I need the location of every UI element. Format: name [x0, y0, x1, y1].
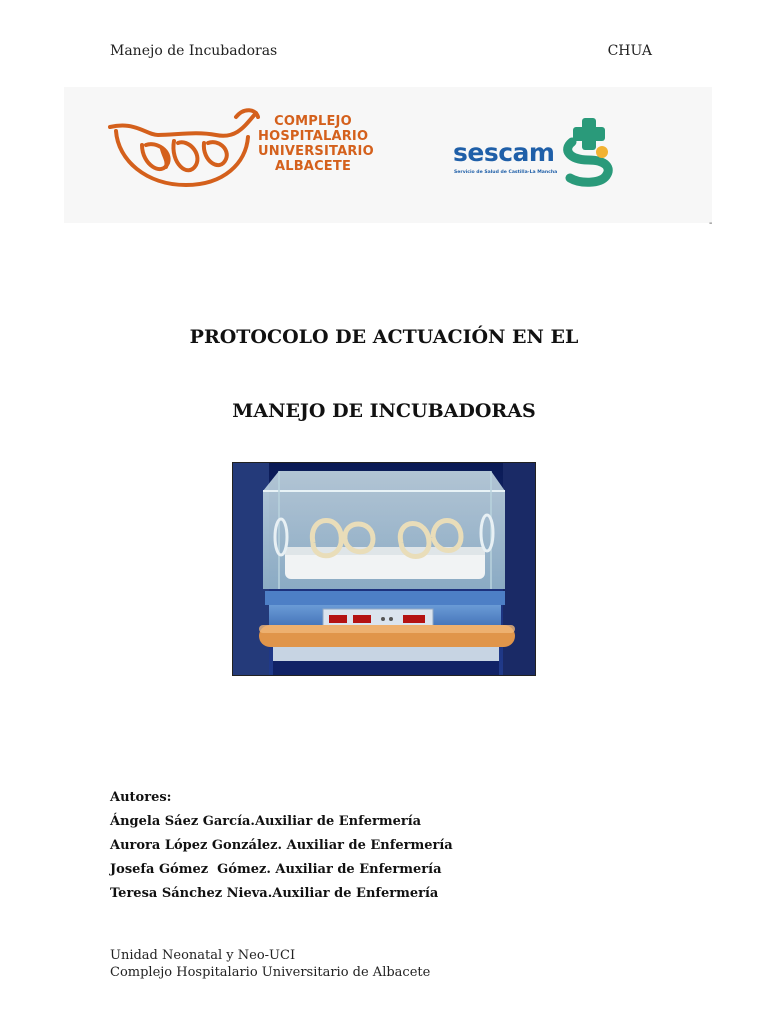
document-title-line-1: PROTOCOLO DE ACTUACIÓN EN EL: [189, 326, 579, 348]
chua-logo-text: [258, 114, 374, 174]
authors-heading: Autores:: [110, 790, 172, 805]
footer-hospital: Complejo Hospitalario Universitario de Albacete: [110, 965, 431, 980]
author-entry: Ángela Sáez García.Auxiliar de Enfermería: [110, 814, 422, 829]
footer-unit: Unidad Neonatal y Neo-UCI: [110, 948, 296, 963]
authors-section: [110, 786, 453, 906]
author-entry: Josefa Gómez Gómez. Auxiliar de Enfermería: [110, 862, 442, 877]
sescam-cross-s-icon: [562, 116, 618, 188]
author-entry: Aurora López González. Auxiliar de Enfermería: [110, 838, 453, 853]
sescam-logo-subtitle: Servicio de Salud de Castilla-La Mancha: [454, 170, 558, 175]
author-entry: Teresa Sánchez Nieva.Auxiliar de Enfermería: [110, 886, 439, 901]
chua-logo-line: ALBACETE: [274, 159, 352, 174]
incubator-photo: [232, 462, 536, 676]
chua-logo-line: HOSPITALARIO: [258, 129, 369, 144]
chua-logo-line: COMPLEJO: [274, 114, 352, 129]
institution-footer: [110, 947, 430, 981]
page-mark: -: [709, 218, 713, 229]
running-header-org: CHUA: [607, 43, 652, 59]
sescam-logo-text: sescam: [453, 138, 555, 167]
running-header-title: Manejo de Incubadoras: [110, 43, 278, 59]
document-title-line-2: MANEJO DE INCUBADORAS: [232, 400, 536, 422]
chua-logo-line: UNIVERSITARIO: [258, 144, 374, 159]
chua-logo-icon: [106, 105, 266, 195]
